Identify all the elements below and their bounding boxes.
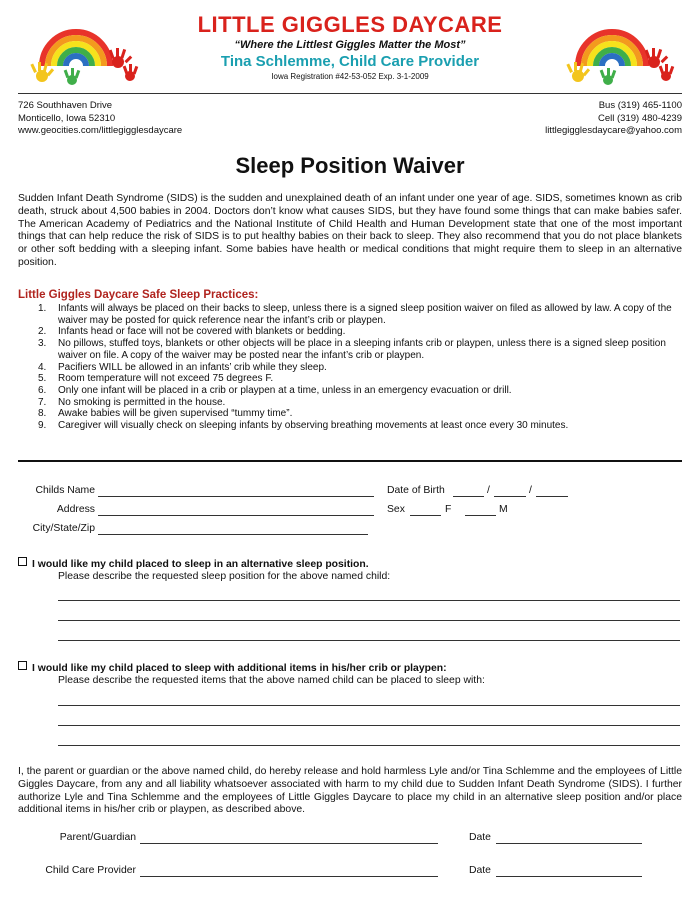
practice-text: Room temperature will not exceed 75 degrees F. [58,373,274,385]
practice-item [18,338,682,361]
parent-guardian-label: Parent/Guardian [59,832,136,843]
practice-number: 4. [38,361,47,373]
practice-text: Infants head or face will not be covered with blankets or bedding. [58,326,346,338]
practice-item [18,397,682,409]
date-label: Date [469,865,491,876]
practice-text: No pillows, stuffed toys, blankets or other objects will be place in a sleeping infants crib or playpen, unless there is a signed sleep position waiver on file. A copy of the waiver may be posted near the infant’s crib or playpen. [58,338,666,361]
provider-date-field[interactable] [496,876,642,877]
additional-items-prompt: Please describe the requested items that the above named child can be placed to sleep with: [58,675,485,686]
release-paragraph: I, the parent or guardian or the above named child, do hereby release and hold harmless Lyle and/or Tina Schlemme and the employees of Little Giggles Daycare, from any and all liability whatsoever associated with harm to my child due to Sudden Infant Death Syndrome (SIDS). I further authorize Lyle and Tina Schlemme and the employees of Little Giggles Daycare to place my child in an alternative sleep position and/or place additional items in his/her crib or playpen, as described above. [18,766,682,816]
practice-number: 5. [38,373,47,385]
practice-item [18,408,682,420]
provider-label: Child Care Provider [45,865,136,876]
practice-number: 1. [38,303,47,314]
header-divider [18,93,682,94]
additional-items-line[interactable] [58,725,680,726]
phone-block [545,100,682,138]
dob-separator: / [529,485,532,496]
dob-month-field[interactable] [453,496,484,497]
website-link[interactable]: www.geocities.com/littlegigglesdaycare [18,125,183,136]
practice-item [18,326,682,338]
intro-paragraph: Sudden Infant Death Syndrome (SIDS) is the sudden and unexplained death of an infant under one year of age. SIDS, sometimes known as crib death, struck about 4,500 babies in 2004. Doctors don’t know what causes SIDS, but they have found some things that can make babies safer. The American Academy of Pediatrics and the National Institute of Child Health and Human Development state that one of the most important things that can help reduce the risk of SIDS is to put healthy babies on their back to sleep. They also recommend that you do not place blankets or other soft bedding with a sleeping infant. Some babies have health or medical conditions that might require them to sleep in an alternative position. [18,193,682,268]
alt-position-line[interactable] [58,620,680,621]
parent-signature-field[interactable] [140,843,438,844]
sex-f-field[interactable] [410,515,441,516]
tagline: “Where the Littlest Giggles Matter the Most” [234,39,466,51]
cell-phone: Cell (319) 480-4239 [598,112,682,124]
sex-f-label: F [445,504,452,515]
additional-items-line[interactable] [58,745,680,746]
daycare-title: LITTLE GIGGLES DAYCARE [197,12,503,37]
city: Monticello, Iowa 52310 [18,112,116,124]
practice-item [18,385,682,397]
form-divider [18,460,682,462]
sex-m-label: M [499,504,508,515]
practice-text: Pacifiers WILL be allowed in an infants’ crib while they sleep. [58,361,327,373]
dob-day-field[interactable] [494,496,526,497]
registration: Iowa Registration #42-53-052 Exp. 3-1-2009 [271,72,429,81]
practice-number: 2. [38,326,47,338]
practices-list [18,303,682,432]
checkbox[interactable] [18,557,27,566]
address-field[interactable] [98,515,374,516]
checkbox[interactable] [18,661,27,670]
city-state-zip-label: City/State/Zip [32,523,95,534]
email-link[interactable]: littlegigglesdaycare@yahoo.com [545,125,682,136]
practice-item [18,420,682,432]
dob-separator: / [487,485,490,496]
additional-items-label: I would like my child placed to sleep with additional items in his/her crib or playpen: [32,663,447,674]
practices-heading: Little Giggles Daycare Safe Sleep Practices: [18,289,259,301]
sex-label: Sex [387,504,405,515]
practice-number: 3. [38,338,47,350]
practice-text: Only one infant will be placed in a crib or playpen at a time, unless in an emergency evacuation or drill. [58,384,512,396]
practice-text: No smoking is permitted in the house. [58,396,226,408]
additional-items-line[interactable] [58,705,680,706]
bus-phone: Bus (319) 465-1100 [598,100,682,111]
provider-signature-field[interactable] [140,876,438,877]
practice-item [18,362,682,374]
practice-item [18,303,682,326]
dob-year-field[interactable] [536,496,568,497]
additional-items-option[interactable] [18,661,447,674]
address-label: Address [56,504,95,515]
practice-text: Awake babies will be given supervised “tummy time”. [58,408,293,420]
alt-position-line[interactable] [58,640,680,641]
city-state-zip-field[interactable] [98,534,368,535]
alt-position-line[interactable] [58,600,680,601]
childs-name-field[interactable] [98,496,374,497]
document-title: Sleep Position Waiver [235,153,465,178]
address-block [18,100,182,138]
alt-position-label: I would like my child placed to sleep in an alternative sleep position. [32,559,369,570]
practice-text: Caregiver will visually check on sleeping infants by observing breathing movements at least once every 30 minutes. [58,420,569,432]
dob-label: Date of Birth [387,485,445,496]
practice-text: Infants will always be placed on their backs to sleep, unless there is a signed sleep position waiver on filed as allowed by law. A copy of the waiver may be posted for quick reference near the infant’s crib or playpen. [58,303,672,326]
alt-position-option[interactable] [18,557,369,570]
provider-name: Tina Schlemme, Child Care Provider [220,53,480,70]
practice-number: 8. [38,408,47,420]
street: 726 Southhaven Drive [18,100,113,111]
alt-position-prompt: Please describe the requested sleep position for the above named child: [58,571,391,582]
practice-number: 6. [38,384,47,396]
practice-item [18,373,682,385]
practice-number: 9. [38,420,47,432]
practice-number: 7. [38,396,47,408]
childs-name-label: Childs Name [35,485,95,496]
sex-m-field[interactable] [465,515,496,516]
parent-date-field[interactable] [496,843,642,844]
date-label: Date [469,832,491,843]
